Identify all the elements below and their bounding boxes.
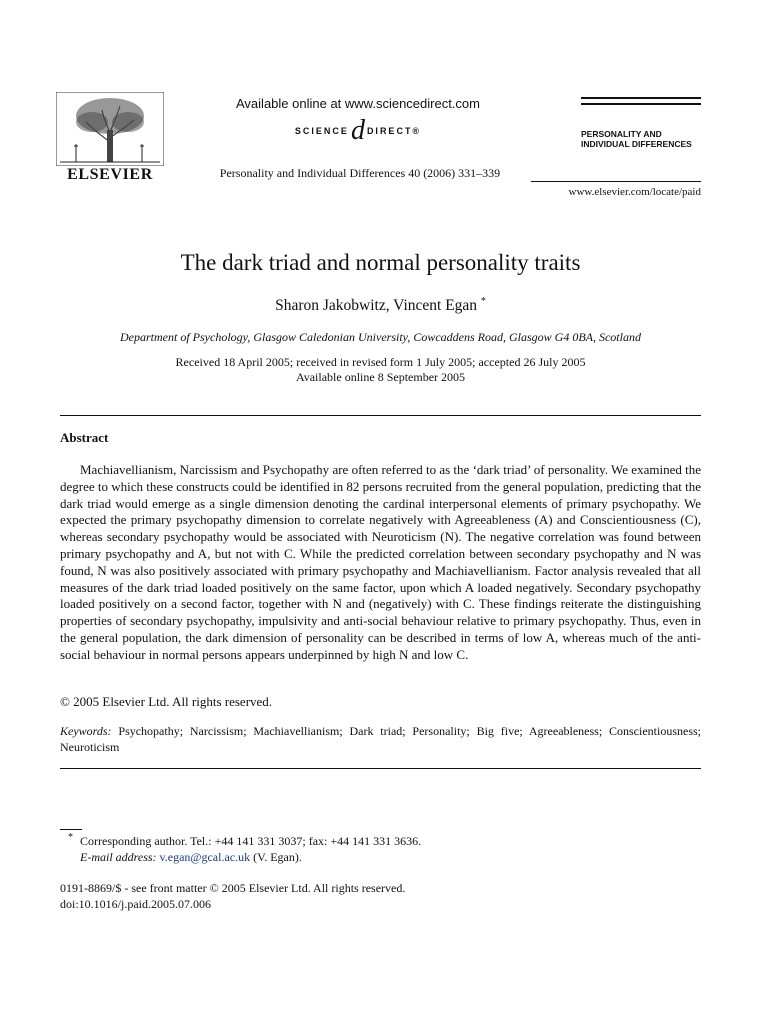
sd-logo-right: DIRECT® <box>366 126 422 136</box>
journal-url-link[interactable]: www.elsevier.com/locate/paid <box>568 186 701 198</box>
available-online-date: Available online 8 September 2005 <box>295 370 466 384</box>
doi-line[interactable]: doi:10.1016/j.paid.2005.07.006 <box>60 897 211 911</box>
email-owner: (V. Egan). <box>253 849 302 864</box>
journal-citation: Personality and Individual Differences 40 (2006) 331–339 <box>219 166 501 180</box>
email-link[interactable]: v.egan@gcal.ac.uk <box>159 849 251 864</box>
available-online-text: Available online at www.sciencedirect.com <box>236 96 480 111</box>
divider-top <box>60 415 701 416</box>
sd-logo-mark: d <box>350 115 365 146</box>
journal-name <box>581 129 721 149</box>
received-dates: Received 18 April 2005; received in revised form 1 July 2005; accepted 26 July 2005 <box>175 355 586 369</box>
footnote <box>60 834 701 865</box>
abstract-heading: Abstract <box>60 430 109 445</box>
sciencedirect-logo <box>270 114 446 148</box>
abstract-copyright: © 2005 Elsevier Ltd. All rights reserved. <box>60 694 273 709</box>
keywords-label: Keywords: <box>60 724 112 738</box>
author-affiliation: Department of Psychology, Glasgow Caledonian University, Cowcaddens Road, Glasgow G4 0BA, Scotland <box>120 330 641 344</box>
journal-name-line2: INDIVIDUAL DIFFERENCES <box>581 139 692 149</box>
email-label: E-mail address: <box>80 849 157 864</box>
article-dates <box>60 355 701 385</box>
article-title: The dark triad and normal personality traits <box>180 250 581 275</box>
footnote-corresponding: Corresponding author. Tel.: +44 141 331 3037; fax: +44 141 331 3636. <box>80 834 422 848</box>
issn-line: 0191-8869/$ - see front matter © 2005 Elsevier Ltd. All rights reserved. <box>60 881 406 895</box>
keywords-list: Psychopathy; Narcissism; Machiavellianism; Dark triad; Personality; Big five; Agreeableness; Conscientiousness; Neuroticism <box>60 724 701 754</box>
footnote-mark: * <box>68 832 73 843</box>
sd-logo-left: SCIENCE <box>294 126 349 136</box>
corresponding-author-mark[interactable]: * <box>480 296 486 307</box>
front-matter <box>60 880 701 912</box>
footnote-email-line <box>60 850 701 866</box>
journal-name-line1: PERSONALITY AND <box>581 129 662 139</box>
author-names: Sharon Jakobwitz, Vincent Egan <box>275 297 478 315</box>
abstract-body: Machiavellianism, Narcissism and Psychopathy are often referred to as the ‘dark triad’ of personality. We examined the degree to which these constructs could be identified in 82 persons recruited from the general population, predicting that the dark triad would emerge as a single dimension denoting the cardinal interpersonal elements of primary psychopathy. We expected the primary psychopathy dimension to correlate negatively with Agreeableness (A) and Conscientiousness (C), whereas secondary psychopathy would be associated with Neuroticism (N). The negative correlation was found between primary psychopathy and A, but not with C. While the predicted correlation between secondary psychopathy and N was found, N was also positively associated with primary psychopathy and Machiavellianism. Factor analysis revealed that all measures of the dark triad loaded positively on the same factor, upon which A loaded negatively. Secondary psychopathy loaded positively on a second factor, together with N and (negatively) with C. These findings reiterate the distinguishing properties of secondary psychopathy, impulsivity and anti-social behaviour relative to primary psychopathy. Thus, even in the general population, the dark dimension of personality can be described in terms of low A, whereas much of the anti-social behaviour in normal persons appears underpinned by high N and low C. <box>60 462 701 662</box>
keywords <box>60 724 701 755</box>
journal-bars-decoration <box>581 97 701 109</box>
divider-bottom <box>60 768 701 769</box>
article-authors <box>60 296 701 315</box>
publisher-name: ELSEVIER <box>67 166 153 183</box>
header-rule <box>531 181 701 182</box>
